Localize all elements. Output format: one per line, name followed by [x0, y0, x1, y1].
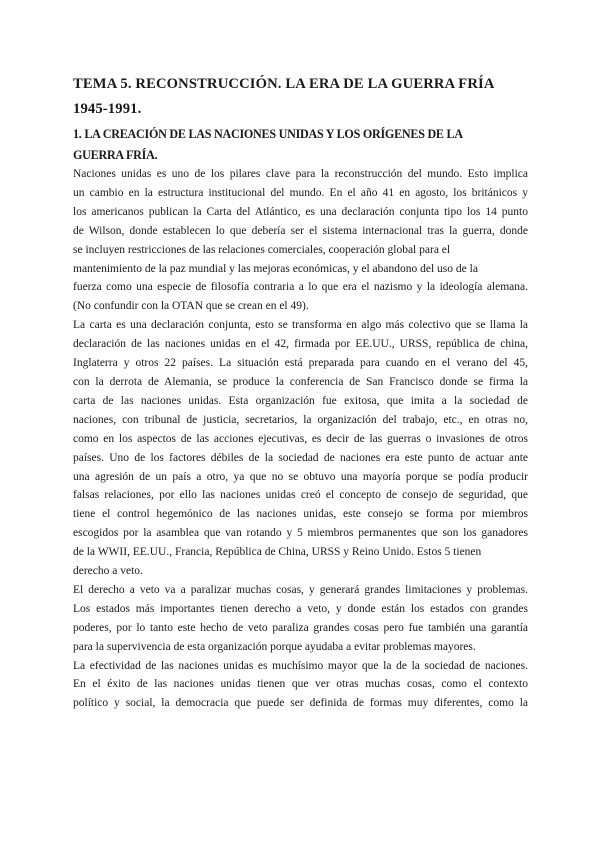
- text-line: falsas relaciones, por ello las naciones unidas creó el concepto de consejo de seguridad, que: [73, 489, 528, 502]
- text-line: mantenimiento de la paz mundial y las mejoras económicas, y el abandono del uso de la: [73, 262, 478, 275]
- title-line: 1945-1991.: [73, 101, 142, 117]
- text-line: escogidos por la asamblea que van rotando y 5 miembros permanentes que son los ganadores: [73, 527, 528, 540]
- text-line: se incluyen restricciones de las relaciones comerciales, cooperación global para el: [73, 243, 451, 256]
- section-heading-line: 1. LA CREACIÓN DE LAS NACIONES UNIDAS Y LOS ORÍGENES DE LA: [73, 127, 463, 141]
- text-line: naciones, con tribunal de justicia, secretarios, la organización del trabajo, etc., en otras no,: [73, 413, 528, 426]
- text-line: La efectividad de las naciones unidas es muchísimo mayor que la de la sociedad de naciones.: [73, 659, 528, 672]
- text-line: Inglaterra y otros 22 países. La situación está preparada para cuando en el verano del 45,: [73, 357, 528, 370]
- text-line: político y social, la democracia que puede ser definida de formas muy diferentes, como la: [73, 697, 528, 710]
- paragraph-un-effectiveness: [73, 657, 528, 714]
- text-line: El derecho a veto va a paralizar muchas cosas, y generará grandes limitaciones y problemas.: [73, 583, 528, 596]
- text-line: Naciones unidas es uno de los pilares clave para la reconstrucción del mundo. Esto implica: [73, 168, 528, 180]
- text-line: Los estados más importantes tienen derecho a veto, y donde están los estados con grandes: [73, 602, 528, 615]
- text-line: En el éxito de las naciones unidas tienen que ver otras muchas cosas, como el contexto: [73, 678, 528, 691]
- title-line: TEMA 5. RECONSTRUCCIÓN. LA ERA DE LA GUERRA FRÍA: [73, 76, 495, 92]
- text-line: derecho a veto.: [73, 565, 143, 578]
- text-line: La carta es una declaración conjunta, esto se transforma en algo más colectivo que se llama la: [73, 319, 528, 332]
- page-title: [73, 72, 528, 122]
- text-line: países. Uno de los factores débiles de la sociedad de naciones era este punto de actuar ante: [73, 451, 528, 464]
- text-line: (No confundir con la OTAN que se crean en el 49).: [73, 300, 309, 313]
- text-line: una agresión de un país a otro, ya que no se obtuvo una mayoría porque se podía producir: [73, 470, 528, 483]
- document-body: [73, 72, 528, 713]
- section-heading-line: GUERRA FRÍA.: [73, 147, 158, 162]
- text-line: los americanos publican la Carta del Atlántico, es una declaración conjunta tipo los 14 punto: [73, 205, 528, 218]
- text-line: carta de las naciones unidas. Esta organización fue exitosa, que imita a la sociedad de: [73, 394, 528, 407]
- text-line: poderes, por lo tanto este hecho de veto paraliza grandes cosas pero fue también una garantía: [73, 621, 528, 634]
- text-line: con la derrota de Alemania, se produce la conferencia de San Francisco donde se firma la: [73, 375, 528, 388]
- section-heading: [73, 124, 528, 165]
- text-line: fuerza como una especie de filosofía contraria a lo que era el nazismo y la ideología alemana.: [73, 281, 528, 294]
- text-line: para la supervivencia de esta organización porque ayudaba a evitar problemas mayores.: [73, 640, 476, 653]
- text-line: tiene el control hegemónico de las naciones unidas, este consejo se forma por miembros: [73, 508, 528, 521]
- paragraph-veto-right: [73, 581, 528, 657]
- text-line: como en los aspectos de las acciones ejecutivas, es decir de las guerras o invasiones de otros: [73, 432, 528, 445]
- paragraph-atlantic-charter: [73, 165, 528, 316]
- text-line: declaración de las naciones unidas en el 42, firmada por EE.UU., URSS, república de china,: [73, 338, 528, 351]
- paragraph-un-declaration: [73, 316, 528, 581]
- text-line: de Wilson, donde establecen lo que debería ser el sistema internacional tras la guerra, donde: [73, 224, 528, 237]
- text-line: un cambio en la estructura institucional del mundo. En el año 41 en agosto, los británicos y: [73, 186, 528, 199]
- text-line: de la WWII, EE.UU., Francia, República de China, URSS y Reino Unido. Estos 5 tienen: [73, 546, 482, 559]
